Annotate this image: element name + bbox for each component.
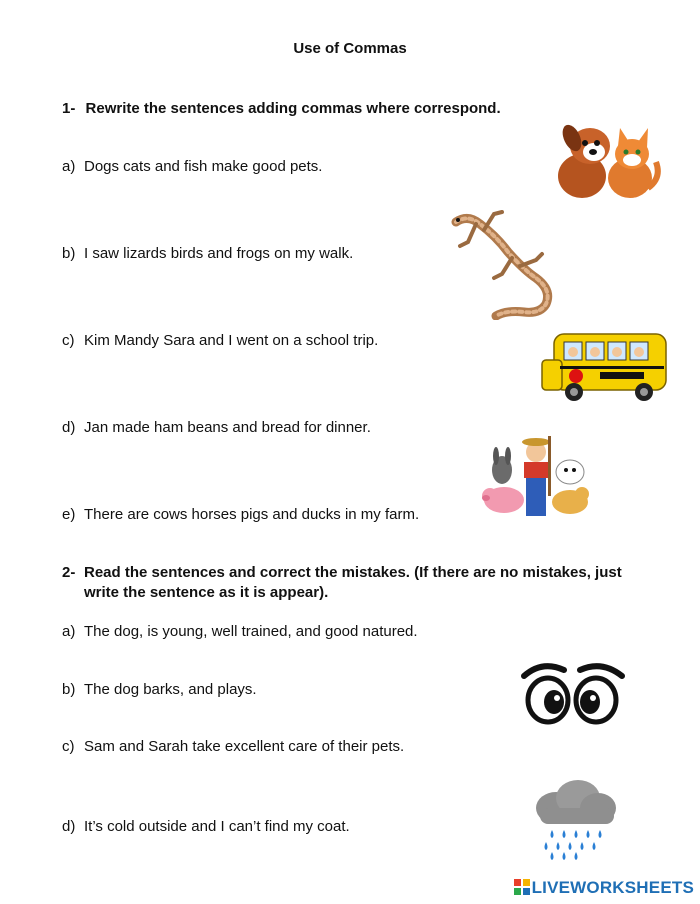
list-item: b) I saw lizards birds and frogs on my walk. [62, 245, 354, 262]
list-item: d) It’s cold outside and I can’t find my coat. [62, 818, 350, 835]
watermark-text: LIVEWORKSHEETS [531, 878, 694, 897]
section2-instruction-line2: write the sentence as it is appear). [84, 584, 329, 601]
list-item: a) The dog, is young, well trained, and good natured. [62, 623, 418, 640]
section2-number: 2- [62, 564, 76, 581]
sentence-text: Kim Mandy Sara and I went on a school trip. [84, 332, 379, 349]
liveworksheets-logo[interactable] [514, 878, 694, 898]
page-title: Use of Commas [293, 40, 407, 57]
list-item: a) Dogs cats and fish make good pets. [62, 158, 323, 175]
sentence-text: Jan made ham beans and bread for dinner. [84, 419, 371, 436]
list-item: c) Kim Mandy Sara and I went on a school trip. [62, 332, 379, 349]
list-item: d) Jan made ham beans and bread for dinner. [62, 419, 371, 436]
section2-instruction-line1: Read the sentences and correct the mistakes. (If there are no mistakes, just [84, 564, 622, 581]
rain-cloud-icon [532, 778, 618, 864]
cartoon-eyes-icon [520, 658, 626, 726]
dog-and-cat-icon [552, 118, 664, 206]
farm-animals-icon [478, 432, 594, 524]
sentence-text: There are cows horses pigs and ducks in my farm. [84, 506, 420, 523]
section1-instruction: Rewrite the sentences adding commas where correspond. [85, 100, 501, 117]
sentence-text: Dogs cats and fish make good pets. [84, 158, 323, 175]
sentence-text: The dog, is young, well trained, and good natured. [84, 623, 418, 640]
section1-heading [62, 100, 501, 117]
sentence-text: I saw lizards birds and frogs on my walk. [84, 245, 354, 262]
lizard-icon [446, 208, 560, 320]
section1-number: 1- [62, 100, 76, 117]
liveworksheets-mark-icon [514, 879, 530, 895]
school-bus-icon [540, 330, 670, 406]
sentence-text: It’s cold outside and I can’t find my coat. [84, 818, 350, 835]
list-item: e) There are cows horses pigs and ducks in my farm. [62, 506, 420, 523]
sentence-text: The dog barks, and plays. [84, 681, 257, 698]
sentence-text: Sam and Sarah take excellent care of their pets. [84, 738, 405, 755]
list-item: b) The dog barks, and plays. [62, 681, 257, 698]
section2-heading [62, 564, 682, 604]
list-item: c) Sam and Sarah take excellent care of their pets. [62, 738, 405, 755]
